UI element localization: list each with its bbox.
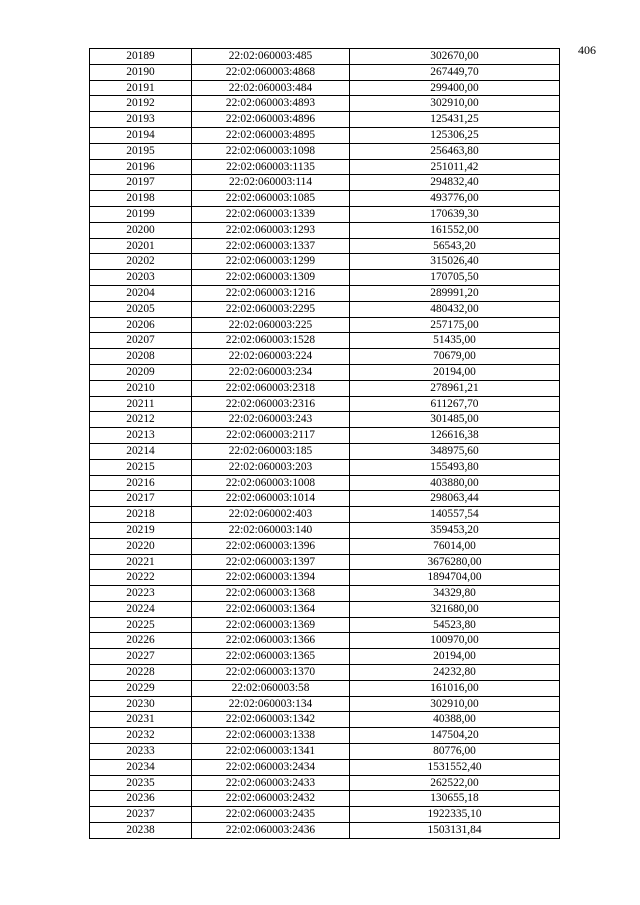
- row-number-cell: 20212: [90, 412, 192, 428]
- table-row: [90, 491, 560, 507]
- cadastral-number-cell: 22:02:060003:1397: [192, 554, 350, 570]
- value-cell: 100970,00: [350, 633, 560, 649]
- row-number-cell: 20197: [90, 175, 192, 191]
- cadastral-number-cell: 22:02:060003:2117: [192, 428, 350, 444]
- value-cell: 262522,00: [350, 775, 560, 791]
- cadastral-number-cell: 22:02:060003:1293: [192, 222, 350, 238]
- table-row: [90, 254, 560, 270]
- row-number-cell: 20233: [90, 744, 192, 760]
- table-row: [90, 285, 560, 301]
- value-cell: 3676280,00: [350, 554, 560, 570]
- table-row: [90, 443, 560, 459]
- cadastral-number-cell: 22:02:060003:1309: [192, 270, 350, 286]
- value-cell: 20194,00: [350, 649, 560, 665]
- row-number-cell: 20228: [90, 665, 192, 681]
- table-row: [90, 333, 560, 349]
- cadastral-number-cell: 22:02:060003:1364: [192, 601, 350, 617]
- cadastral-number-cell: 22:02:060003:1135: [192, 159, 350, 175]
- cadastral-number-cell: 22:02:060003:140: [192, 522, 350, 538]
- cadastral-number-cell: 22:02:060003:1098: [192, 143, 350, 159]
- table-row: [90, 127, 560, 143]
- value-cell: 147504,20: [350, 728, 560, 744]
- cadastral-number-cell: 22:02:060003:224: [192, 349, 350, 365]
- row-number-cell: 20201: [90, 238, 192, 254]
- value-cell: 170705,50: [350, 270, 560, 286]
- cadastral-number-cell: 22:02:060003:1339: [192, 206, 350, 222]
- row-number-cell: 20199: [90, 206, 192, 222]
- table-row: [90, 759, 560, 775]
- cadastral-number-cell: 22:02:060003:4895: [192, 127, 350, 143]
- table-row: [90, 396, 560, 412]
- row-number-cell: 20231: [90, 712, 192, 728]
- cadastral-number-cell: 22:02:060003:185: [192, 443, 350, 459]
- value-cell: 20194,00: [350, 364, 560, 380]
- row-number-cell: 20214: [90, 443, 192, 459]
- table-row: [90, 143, 560, 159]
- value-cell: 493776,00: [350, 191, 560, 207]
- cadastral-number-cell: 22:02:060003:4896: [192, 112, 350, 128]
- cadastral-number-cell: 22:02:060003:1341: [192, 744, 350, 760]
- value-cell: 256463,80: [350, 143, 560, 159]
- row-number-cell: 20238: [90, 823, 192, 839]
- row-number-cell: 20192: [90, 96, 192, 112]
- cadastral-number-cell: 22:02:060003:1369: [192, 617, 350, 633]
- row-number-cell: 20221: [90, 554, 192, 570]
- value-cell: 294832,40: [350, 175, 560, 191]
- table-row: [90, 649, 560, 665]
- table-row: [90, 96, 560, 112]
- row-number-cell: 20206: [90, 317, 192, 333]
- value-cell: 170639,30: [350, 206, 560, 222]
- page-number: 406: [578, 43, 596, 57]
- cadastral-number-cell: 22:02:060003:1216: [192, 285, 350, 301]
- value-cell: 302910,00: [350, 696, 560, 712]
- row-number-cell: 20229: [90, 680, 192, 696]
- row-number-cell: 20210: [90, 380, 192, 396]
- value-cell: 299400,00: [350, 80, 560, 96]
- table-row: [90, 680, 560, 696]
- cadastral-number-cell: 22:02:060003:225: [192, 317, 350, 333]
- row-number-cell: 20189: [90, 49, 192, 65]
- row-number-cell: 20225: [90, 617, 192, 633]
- value-cell: 51435,00: [350, 333, 560, 349]
- cadastral-number-cell: 22:02:060003:2318: [192, 380, 350, 396]
- table-row: [90, 459, 560, 475]
- row-number-cell: 20224: [90, 601, 192, 617]
- row-number-cell: 20223: [90, 586, 192, 602]
- value-cell: 251011,42: [350, 159, 560, 175]
- table-row: [90, 428, 560, 444]
- cadastral-number-cell: 22:02:060003:1394: [192, 570, 350, 586]
- table-row: [90, 412, 560, 428]
- cadastral-value-table: [89, 48, 560, 839]
- table-row: [90, 64, 560, 80]
- cadastral-number-cell: 22:02:060003:1365: [192, 649, 350, 665]
- table-row: [90, 175, 560, 191]
- value-cell: 125306,25: [350, 127, 560, 143]
- row-number-cell: 20190: [90, 64, 192, 80]
- value-cell: 125431,25: [350, 112, 560, 128]
- cadastral-number-cell: 22:02:060003:1299: [192, 254, 350, 270]
- row-number-cell: 20204: [90, 285, 192, 301]
- cadastral-number-cell: 22:02:060003:485: [192, 49, 350, 65]
- row-number-cell: 20195: [90, 143, 192, 159]
- table-row: [90, 49, 560, 65]
- row-number-cell: 20226: [90, 633, 192, 649]
- row-number-cell: 20220: [90, 538, 192, 554]
- value-cell: 302670,00: [350, 49, 560, 65]
- cadastral-number-cell: 22:02:060003:203: [192, 459, 350, 475]
- row-number-cell: 20216: [90, 475, 192, 491]
- value-cell: 1531552,40: [350, 759, 560, 775]
- row-number-cell: 20211: [90, 396, 192, 412]
- value-cell: 70679,00: [350, 349, 560, 365]
- value-cell: 76014,00: [350, 538, 560, 554]
- table-row: [90, 475, 560, 491]
- row-number-cell: 20194: [90, 127, 192, 143]
- table-row: [90, 270, 560, 286]
- table-row: [90, 380, 560, 396]
- table-row: [90, 601, 560, 617]
- value-cell: 257175,00: [350, 317, 560, 333]
- table-row: [90, 538, 560, 554]
- row-number-cell: 20203: [90, 270, 192, 286]
- value-cell: 161552,00: [350, 222, 560, 238]
- cadastral-number-cell: 22:02:060002:403: [192, 507, 350, 523]
- row-number-cell: 20196: [90, 159, 192, 175]
- row-number-cell: 20230: [90, 696, 192, 712]
- cadastral-number-cell: 22:02:060003:1337: [192, 238, 350, 254]
- cadastral-number-cell: 22:02:060003:1008: [192, 475, 350, 491]
- cadastral-number-cell: 22:02:060003:2316: [192, 396, 350, 412]
- table-row: [90, 617, 560, 633]
- table-row: [90, 191, 560, 207]
- value-cell: 480432,00: [350, 301, 560, 317]
- table-row: [90, 301, 560, 317]
- table-row: [90, 554, 560, 570]
- value-cell: 1894704,00: [350, 570, 560, 586]
- table-row: [90, 823, 560, 839]
- value-cell: 140557,54: [350, 507, 560, 523]
- row-number-cell: 20232: [90, 728, 192, 744]
- row-number-cell: 20205: [90, 301, 192, 317]
- value-cell: 80776,00: [350, 744, 560, 760]
- row-number-cell: 20237: [90, 807, 192, 823]
- cadastral-number-cell: 22:02:060003:1366: [192, 633, 350, 649]
- cadastral-number-cell: 22:02:060003:1342: [192, 712, 350, 728]
- table-row: [90, 791, 560, 807]
- row-number-cell: 20209: [90, 364, 192, 380]
- table-row: [90, 317, 560, 333]
- value-cell: 302910,00: [350, 96, 560, 112]
- table-row: [90, 222, 560, 238]
- table-row: [90, 712, 560, 728]
- cadastral-number-cell: 22:02:060003:134: [192, 696, 350, 712]
- cadastral-number-cell: 22:02:060003:2433: [192, 775, 350, 791]
- value-cell: 348975,60: [350, 443, 560, 459]
- table-row: [90, 522, 560, 538]
- row-number-cell: 20235: [90, 775, 192, 791]
- cadastral-number-cell: 22:02:060003:2434: [192, 759, 350, 775]
- cadastral-number-cell: 22:02:060003:1338: [192, 728, 350, 744]
- value-cell: 359453,20: [350, 522, 560, 538]
- table-row: [90, 744, 560, 760]
- table-row: [90, 807, 560, 823]
- value-cell: 126616,38: [350, 428, 560, 444]
- value-cell: 130655,18: [350, 791, 560, 807]
- value-cell: 40388,00: [350, 712, 560, 728]
- value-cell: 298063,44: [350, 491, 560, 507]
- table-row: [90, 206, 560, 222]
- value-cell: 56543,20: [350, 238, 560, 254]
- cadastral-number-cell: 22:02:060003:1396: [192, 538, 350, 554]
- table-row: [90, 364, 560, 380]
- row-number-cell: 20227: [90, 649, 192, 665]
- table-row: [90, 570, 560, 586]
- row-number-cell: 20198: [90, 191, 192, 207]
- table-row: [90, 349, 560, 365]
- row-number-cell: 20202: [90, 254, 192, 270]
- value-cell: 1922335,10: [350, 807, 560, 823]
- value-cell: 611267,70: [350, 396, 560, 412]
- value-cell: 34329,80: [350, 586, 560, 602]
- cadastral-number-cell: 22:02:060003:243: [192, 412, 350, 428]
- cadastral-number-cell: 22:02:060003:2436: [192, 823, 350, 839]
- table-body: [90, 49, 560, 839]
- cadastral-number-cell: 22:02:060003:1085: [192, 191, 350, 207]
- table-row: [90, 633, 560, 649]
- value-cell: 267449,70: [350, 64, 560, 80]
- cadastral-number-cell: 22:02:060003:484: [192, 80, 350, 96]
- table-row: [90, 159, 560, 175]
- cadastral-number-cell: 22:02:060003:2295: [192, 301, 350, 317]
- table-row: [90, 80, 560, 96]
- cadastral-number-cell: 22:02:060003:4893: [192, 96, 350, 112]
- row-number-cell: 20215: [90, 459, 192, 475]
- row-number-cell: 20222: [90, 570, 192, 586]
- row-number-cell: 20193: [90, 112, 192, 128]
- cadastral-number-cell: 22:02:060003:1014: [192, 491, 350, 507]
- table-row: [90, 728, 560, 744]
- table-row: [90, 696, 560, 712]
- table-row: [90, 507, 560, 523]
- value-cell: 403880,00: [350, 475, 560, 491]
- cadastral-number-cell: 22:02:060003:1528: [192, 333, 350, 349]
- table-row: [90, 238, 560, 254]
- row-number-cell: 20213: [90, 428, 192, 444]
- cadastral-number-cell: 22:02:060003:2435: [192, 807, 350, 823]
- cadastral-number-cell: 22:02:060003:2432: [192, 791, 350, 807]
- row-number-cell: 20236: [90, 791, 192, 807]
- cadastral-number-cell: 22:02:060003:114: [192, 175, 350, 191]
- value-cell: 24232,80: [350, 665, 560, 681]
- table-row: [90, 665, 560, 681]
- row-number-cell: 20219: [90, 522, 192, 538]
- cadastral-number-cell: 22:02:060003:1368: [192, 586, 350, 602]
- value-cell: 1503131,84: [350, 823, 560, 839]
- value-cell: 161016,00: [350, 680, 560, 696]
- row-number-cell: 20200: [90, 222, 192, 238]
- row-number-cell: 20207: [90, 333, 192, 349]
- table-row: [90, 775, 560, 791]
- value-cell: 301485,00: [350, 412, 560, 428]
- row-number-cell: 20208: [90, 349, 192, 365]
- cadastral-number-cell: 22:02:060003:1370: [192, 665, 350, 681]
- value-cell: 278961,21: [350, 380, 560, 396]
- row-number-cell: 20218: [90, 507, 192, 523]
- value-cell: 289991,20: [350, 285, 560, 301]
- value-cell: 54523,80: [350, 617, 560, 633]
- table-row: [90, 586, 560, 602]
- cadastral-number-cell: 22:02:060003:234: [192, 364, 350, 380]
- value-cell: 315026,40: [350, 254, 560, 270]
- value-cell: 155493,80: [350, 459, 560, 475]
- cadastral-number-cell: 22:02:060003:4868: [192, 64, 350, 80]
- table-row: [90, 112, 560, 128]
- row-number-cell: 20234: [90, 759, 192, 775]
- row-number-cell: 20217: [90, 491, 192, 507]
- row-number-cell: 20191: [90, 80, 192, 96]
- cadastral-number-cell: 22:02:060003:58: [192, 680, 350, 696]
- value-cell: 321680,00: [350, 601, 560, 617]
